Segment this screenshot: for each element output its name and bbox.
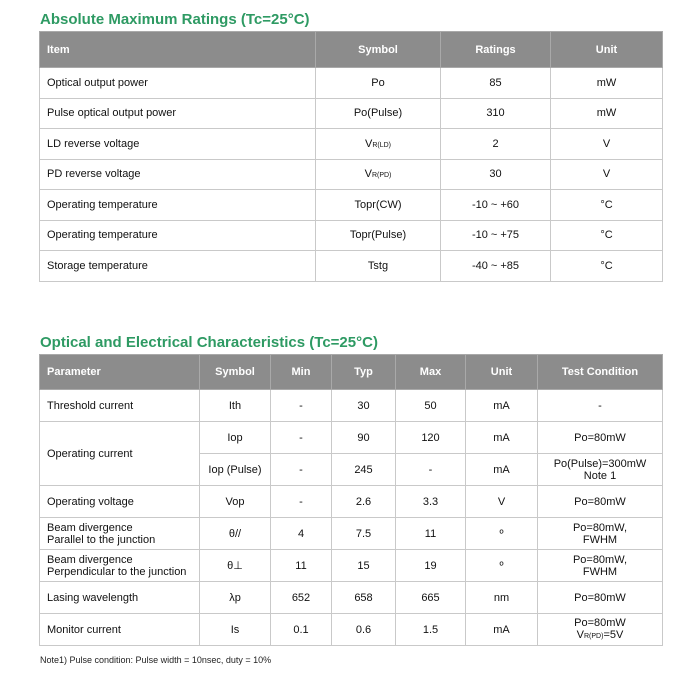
table-row xyxy=(40,582,663,614)
symbol-cell: θ⊥ xyxy=(200,550,271,582)
condition-line: Po=80mW, xyxy=(572,553,628,566)
item-cell: Operating temperature xyxy=(40,190,316,221)
parameter-line: Perpendicular to the junction xyxy=(47,565,187,578)
typ-cell: 245 xyxy=(332,454,396,486)
symbol-main: V xyxy=(364,137,373,150)
unit-cell: V xyxy=(466,486,538,518)
parameter-cell: Monitor current xyxy=(40,614,200,646)
symbol-cell: λp xyxy=(200,582,271,614)
typ-cell: 658 xyxy=(332,582,396,614)
symbol-cell: Iop (Pulse) xyxy=(200,454,271,486)
item-cell: LD reverse voltage xyxy=(40,129,316,160)
condition-cell: Po=80mW xyxy=(538,486,663,518)
symbol-cell: Is xyxy=(200,614,271,646)
parameter-line: Beam divergence xyxy=(47,553,133,566)
unit-cell: mA xyxy=(466,422,538,454)
condition-line: FWHM xyxy=(582,565,618,578)
col-header-symbol: Symbol xyxy=(316,32,441,68)
symbol-cell: Vop xyxy=(200,486,271,518)
col-header-ratings: Ratings xyxy=(441,32,551,68)
condition-line: FWHM xyxy=(582,533,618,546)
min-cell: 0.1 xyxy=(271,614,332,646)
condition-cell xyxy=(538,614,663,646)
parameter-cell: Operating voltage xyxy=(40,486,200,518)
rating-cell: -10 ~ +75 xyxy=(441,220,551,251)
symbol-cell: θ// xyxy=(200,518,271,550)
max-cell: - xyxy=(396,454,466,486)
min-cell: - xyxy=(271,486,332,518)
max-cell: 11 xyxy=(396,518,466,550)
symbol-cell: Ith xyxy=(200,390,271,422)
symbol-main: V xyxy=(364,168,372,181)
symbol-cell: Topr(CW) xyxy=(316,190,441,221)
min-cell: 11 xyxy=(271,550,332,582)
condition-line: Po(Pulse)=300mW xyxy=(553,457,647,470)
col-header-max: Max xyxy=(396,355,466,390)
item-cell: Optical output power xyxy=(40,68,316,99)
unit-cell: mA xyxy=(466,390,538,422)
condition-line xyxy=(542,629,658,643)
min-cell: 4 xyxy=(271,518,332,550)
table-row xyxy=(40,422,663,454)
col-header-item: Item xyxy=(40,32,316,68)
condition-line: Po=80mW xyxy=(574,616,626,629)
symbol-cell xyxy=(316,129,441,160)
parameter-cell: Lasing wavelength xyxy=(40,582,200,614)
unit-cell: V xyxy=(551,129,663,160)
unit-cell: mW xyxy=(551,98,663,129)
symbol-subscript: R(PD) xyxy=(371,172,392,180)
table-row xyxy=(40,518,663,550)
typ-cell: 7.5 xyxy=(332,518,396,550)
condition-cell xyxy=(538,550,663,582)
table-row xyxy=(40,98,663,129)
max-cell: 19 xyxy=(396,550,466,582)
footnote: Note1) Pulse condition: Pulse width = 10nsec, duty = 10% xyxy=(40,655,272,665)
max-cell: 120 xyxy=(396,422,466,454)
table-row xyxy=(40,486,663,518)
symbol-cell: Tstg xyxy=(316,251,441,282)
condition-main: V xyxy=(576,628,584,641)
unit-cell: °C xyxy=(551,220,663,251)
parameter-cell xyxy=(40,550,200,582)
col-header-test-condition: Test Condition xyxy=(538,355,663,390)
rating-cell: -10 ~ +60 xyxy=(441,190,551,221)
symbol-cell xyxy=(316,159,441,190)
table-row xyxy=(40,129,663,160)
absolute-max-ratings-title: Absolute Maximum Ratings (Tc=25°C) xyxy=(40,11,310,28)
table-row xyxy=(40,190,663,221)
unit-cell: °C xyxy=(551,190,663,221)
min-cell: - xyxy=(271,454,332,486)
col-header-unit: Unit xyxy=(551,32,663,68)
unit-cell: V xyxy=(551,159,663,190)
item-cell: PD reverse voltage xyxy=(40,159,316,190)
unit-cell: º xyxy=(466,550,538,582)
condition-tail: =5V xyxy=(603,628,624,641)
condition-note: Note 1 xyxy=(583,469,617,482)
max-cell: 50 xyxy=(396,390,466,422)
table-row xyxy=(40,159,663,190)
symbol-cell: Topr(Pulse) xyxy=(316,220,441,251)
condition-cell: - xyxy=(538,390,663,422)
min-cell: - xyxy=(271,422,332,454)
condition-cell xyxy=(538,518,663,550)
optical-electrical-table xyxy=(39,354,663,646)
unit-cell: º xyxy=(466,518,538,550)
max-cell: 3.3 xyxy=(396,486,466,518)
unit-cell: °C xyxy=(551,251,663,282)
unit-cell: mA xyxy=(466,454,538,486)
col-header-symbol: Symbol xyxy=(200,355,271,390)
rating-cell: -40 ~ +85 xyxy=(441,251,551,282)
condition-line: Po=80mW, xyxy=(572,521,628,534)
min-cell: - xyxy=(271,390,332,422)
table-row xyxy=(40,550,663,582)
optical-electrical-title: Optical and Electrical Characteristics (Tc=25°C) xyxy=(40,334,378,351)
table-row xyxy=(40,220,663,251)
unit-cell: mW xyxy=(551,68,663,99)
symbol-cell: Iop xyxy=(200,422,271,454)
condition-cell: Po=80mW xyxy=(538,582,663,614)
table-header-row xyxy=(40,32,663,68)
symbol-subscript: R(LD) xyxy=(372,141,391,149)
typ-cell: 2.6 xyxy=(332,486,396,518)
max-cell: 665 xyxy=(396,582,466,614)
col-header-typ: Typ xyxy=(332,355,396,390)
typ-cell: 30 xyxy=(332,390,396,422)
condition-cell: Po=80mW xyxy=(538,422,663,454)
typ-cell: 90 xyxy=(332,422,396,454)
max-cell: 1.5 xyxy=(396,614,466,646)
item-cell: Storage temperature xyxy=(40,251,316,282)
absolute-max-ratings-table xyxy=(39,31,663,282)
table-row xyxy=(40,68,663,99)
col-header-parameter: Parameter xyxy=(40,355,200,390)
table-row xyxy=(40,614,663,646)
parameter-cell: Threshold current xyxy=(40,390,200,422)
parameter-line: Parallel to the junction xyxy=(47,533,156,546)
unit-cell: nm xyxy=(466,582,538,614)
rating-cell: 30 xyxy=(441,159,551,190)
condition-cell xyxy=(538,454,663,486)
item-cell: Pulse optical output power xyxy=(40,98,316,129)
parameter-line: Beam divergence xyxy=(47,521,133,534)
table-row xyxy=(40,390,663,422)
symbol-cell: Po xyxy=(316,68,441,99)
typ-cell: 15 xyxy=(332,550,396,582)
unit-cell: mA xyxy=(466,614,538,646)
parameter-cell: Operating current xyxy=(40,422,200,486)
table-header-row xyxy=(40,355,663,390)
rating-cell: 85 xyxy=(441,68,551,99)
item-cell: Operating temperature xyxy=(40,220,316,251)
rating-cell: 310 xyxy=(441,98,551,129)
typ-cell: 0.6 xyxy=(332,614,396,646)
table-row xyxy=(40,251,663,282)
rating-cell: 2 xyxy=(441,129,551,160)
col-header-unit: Unit xyxy=(466,355,538,390)
min-cell: 652 xyxy=(271,582,332,614)
col-header-min: Min xyxy=(271,355,332,390)
symbol-cell: Po(Pulse) xyxy=(316,98,441,129)
parameter-cell xyxy=(40,518,200,550)
condition-subscript: R(PD) xyxy=(584,632,604,640)
